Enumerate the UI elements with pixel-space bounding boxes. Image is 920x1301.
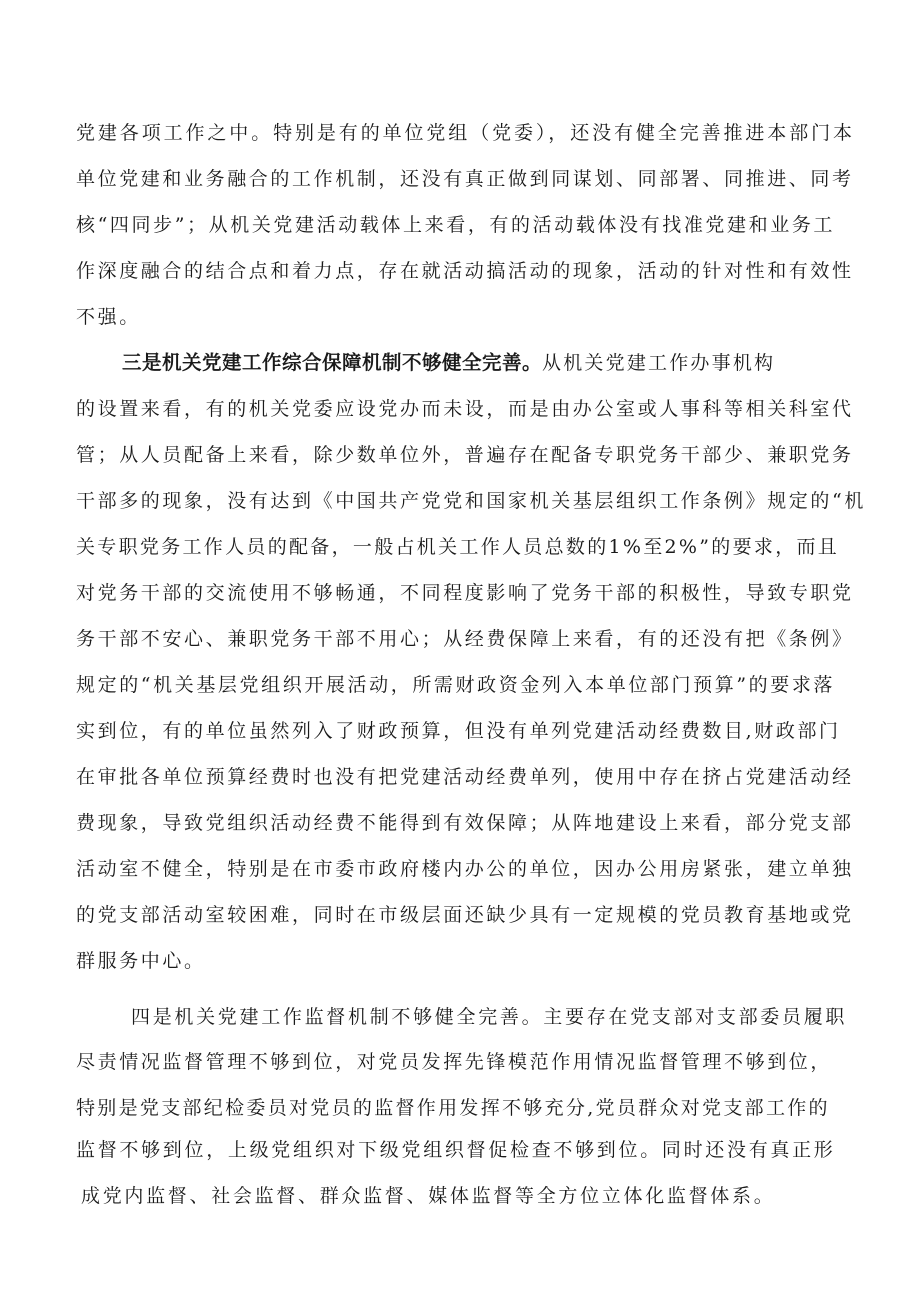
- text-line: 活动室不健全，特别是在市委市政府楼内办公的单位，因办公用房紧张，建立单独: [76, 858, 854, 880]
- text-line: 费现象，导致党组织活动经费不能得到有效保障；从阵地建设上来看，部分党支部: [76, 812, 854, 834]
- text-line: 规定的“机关基层党组织开展活动，所需财政资金列入本单位部门预算”的要求落: [76, 674, 836, 696]
- text-line: [122, 351, 775, 375]
- text-line: 作深度融合的结合点和着力点，存在就活动搞活动的现象，活动的针对性和有效性: [76, 260, 854, 282]
- text-line: 特别是党支部纪检委员对党员的监督作用发挥不够充分,党员群众对党支部工作的: [76, 1097, 830, 1119]
- text-line: 监督不够到位，上级党组织对下级党组织督促检查不够到位。同时还没有真正形: [76, 1139, 836, 1161]
- text-line: 四是机关党建工作监督机制不够健全完善。主要存在党支部对支部委员履职: [131, 1006, 848, 1028]
- text-line: 尽责情况监督管理不够到位，对党员发挥先锋模范作用情况监督管理不够到位，: [76, 1051, 833, 1073]
- text-line: 群服务中心。: [76, 950, 206, 972]
- text-line: 成党内监督、社会监督、群众监督、媒体监督等全方位立体化监督体系。: [81, 1185, 776, 1207]
- text-line: 核“四同步”；从机关党建活动载体上来看，有的活动载体没有找准党建和业务工: [76, 214, 836, 236]
- text-line: 关专职党务工作人员的配备，一般占机关工作人员总数的1%至2%”的要求，而且: [76, 536, 840, 558]
- text-line: 单位党建和业务融合的工作机制，还没有真正做到同谋划、同部署、同推进、同考: [76, 168, 854, 190]
- text-line: 对党务干部的交流使用不够畅通，不同程度影响了党务干部的积极性，导致专职党: [76, 582, 854, 604]
- text-line: 不强。: [76, 306, 141, 328]
- text-line: 务干部不安心、兼职党务干部不用心；从经费保障上来看，有的还没有把《条例》: [76, 628, 854, 650]
- text-run: 从机关党建工作办事机构: [542, 352, 776, 374]
- text-line: 管；从人员配备上来看，除少数单位外，普遍存在配备专职党务干部少、兼职党务: [76, 444, 854, 466]
- text-line: 的党支部活动室较困难，同时在市级层面还缺少具有一定规模的党员教育基地或党: [76, 904, 854, 926]
- text-line: 的设置来看，有的机关党委应设党办而未设，而是由办公室或人事科等相关科室代: [76, 398, 854, 420]
- paragraph-heading: 三是机关党建工作综合保障机制不够健全完善。: [122, 351, 543, 374]
- text-line: 党建各项工作之中。特别是有的单位党组（党委），还没有健全完善推进本部门本: [76, 122, 855, 144]
- text-line: 实到位，有的单位虽然列入了财政预算，但没有单列党建活动经费数目,财政部门: [76, 720, 841, 742]
- text-line: 干部多的现象，没有达到《中国共产党党和国家机关基层组织工作条例》规定的“机: [76, 490, 866, 512]
- text-line: 在审批各单位预算经费时也没有把党建活动经费单列，使用中存在挤占党建活动经: [76, 766, 854, 788]
